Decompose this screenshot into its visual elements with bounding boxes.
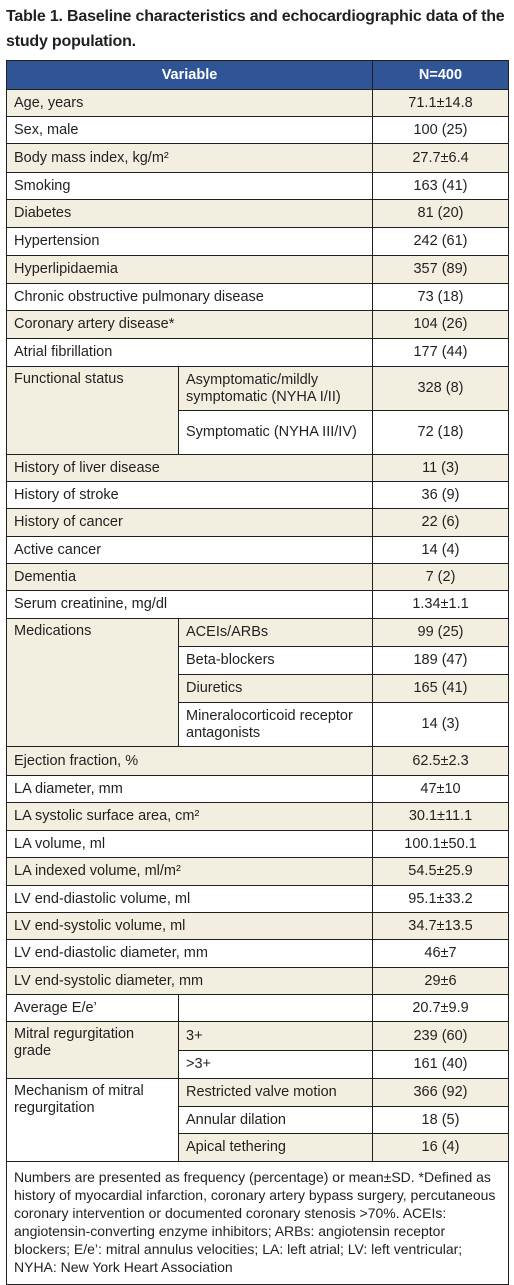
empty-cell	[179, 995, 373, 1022]
row-value: 163 (41)	[373, 173, 509, 200]
row-label: LV end-systolic diameter, mm	[7, 968, 373, 995]
row-value: 36 (9)	[373, 482, 509, 509]
row-value: 366 (92)	[373, 1079, 509, 1107]
sub-label: Mineralocorticoid receptor antagonists	[179, 703, 373, 747]
sub-label: Annular dilation	[179, 1107, 373, 1134]
row-label: LV end-diastolic diameter, mm	[7, 940, 373, 968]
row-label: Smoking	[7, 173, 373, 200]
row-value: 30.1±11.1	[373, 803, 509, 831]
row-label: History of liver disease	[7, 455, 373, 482]
row-value: 72 (18)	[373, 411, 509, 455]
row-label: Chronic obstructive pulmonary disease	[7, 284, 373, 311]
table-row	[7, 117, 509, 144]
sub-label: ACEIs/ARBs	[179, 619, 373, 647]
row-value: 16 (4)	[373, 1134, 509, 1162]
row-label: Average E/e’	[7, 995, 179, 1022]
row-value: 1.34±1.1	[373, 591, 509, 619]
row-value: 22 (6)	[373, 509, 509, 537]
row-label: LA volume, ml	[7, 831, 373, 858]
table-row	[7, 831, 509, 858]
sub-label: Beta-blockers	[179, 647, 373, 675]
row-value: 165 (41)	[373, 675, 509, 703]
row-label: Age, years	[7, 90, 373, 117]
row-value: 239 (60)	[373, 1022, 509, 1051]
sub-label: >3+	[179, 1051, 373, 1079]
table-row	[7, 619, 509, 647]
table-row	[7, 284, 509, 311]
row-value: 161 (40)	[373, 1051, 509, 1079]
row-value: 104 (26)	[373, 311, 509, 339]
table-row	[7, 913, 509, 940]
row-label: Diabetes	[7, 200, 373, 228]
table-row	[7, 509, 509, 537]
row-label: Body mass index, kg/m²	[7, 144, 373, 173]
sub-label: Apical tethering	[179, 1134, 373, 1162]
row-value: 47±10	[373, 776, 509, 803]
table-row	[7, 995, 509, 1022]
group-label-mr-mechanism: Mechanism of mitral regurgitation	[7, 1079, 179, 1162]
row-value: 328 (8)	[373, 367, 509, 411]
row-label: LA diameter, mm	[7, 776, 373, 803]
table-row	[7, 200, 509, 228]
row-label: Ejection fraction, %	[7, 747, 373, 776]
table-row	[7, 311, 509, 339]
table-row	[7, 940, 509, 968]
header-n: N=400	[373, 61, 509, 90]
row-label: Active cancer	[7, 537, 373, 564]
row-label: LA indexed volume, ml/m²	[7, 858, 373, 886]
sub-label: Restricted valve motion	[179, 1079, 373, 1107]
table-row	[7, 747, 509, 776]
table-row	[7, 455, 509, 482]
group-label-medications: Medications	[7, 619, 179, 747]
table-row	[7, 90, 509, 117]
row-label: Sex, male	[7, 117, 373, 144]
table-row	[7, 1022, 509, 1051]
sub-label: Diuretics	[179, 675, 373, 703]
table-row	[7, 564, 509, 591]
row-label: History of stroke	[7, 482, 373, 509]
header-variable: Variable	[7, 61, 373, 90]
table-row	[7, 803, 509, 831]
row-label: Coronary artery disease*	[7, 311, 373, 339]
table-row	[7, 144, 509, 173]
row-value: 62.5±2.3	[373, 747, 509, 776]
table-row	[7, 1079, 509, 1107]
row-label: LV end-diastolic volume, ml	[7, 886, 373, 913]
table-row	[7, 367, 509, 411]
row-value: 34.7±13.5	[373, 913, 509, 940]
footnote-row	[7, 1162, 509, 1285]
table-row	[7, 776, 509, 803]
row-label: Hypertension	[7, 228, 373, 256]
sub-label: Asymptomatic/mildly symptomatic (NYHA I/II)	[179, 367, 373, 411]
characteristics-table	[6, 60, 509, 1285]
row-label: LV end-systolic volume, ml	[7, 913, 373, 940]
row-label: Hyperlipidaemia	[7, 256, 373, 284]
row-value: 99 (25)	[373, 619, 509, 647]
group-label-functional-status: Functional status	[7, 367, 179, 455]
table-row	[7, 173, 509, 200]
row-label: Atrial fibrillation	[7, 339, 373, 367]
table-row	[7, 858, 509, 886]
row-value: 189 (47)	[373, 647, 509, 675]
row-value: 27.7±6.4	[373, 144, 509, 173]
table-row	[7, 256, 509, 284]
row-value: 11 (3)	[373, 455, 509, 482]
table-row	[7, 968, 509, 995]
row-value: 71.1±14.8	[373, 90, 509, 117]
row-value: 73 (18)	[373, 284, 509, 311]
row-value: 100.1±50.1	[373, 831, 509, 858]
row-value: 14 (4)	[373, 537, 509, 564]
table-row	[7, 886, 509, 913]
row-label: Serum creatinine, mg/dl	[7, 591, 373, 619]
row-value: 20.7±9.9	[373, 995, 509, 1022]
table-row	[7, 591, 509, 619]
sub-label: 3+	[179, 1022, 373, 1051]
table-row	[7, 339, 509, 367]
row-value: 18 (5)	[373, 1107, 509, 1134]
table-row	[7, 537, 509, 564]
row-value: 357 (89)	[373, 256, 509, 284]
table-footnote: Numbers are presented as frequency (percentage) or mean±SD. *Defined as history of myocardial infarction, coronary artery bypass surgery, percutaneous coronary intervention or documented coronary stenosis >70%. ACEIs: angiotensin-converting enzyme inhibitors; ARBs: angiotensin receptor blockers; E/e’: mitral annulus velocities; LA: left atrial; LV: left ventricular; NYHA: New York Heart Association	[7, 1162, 509, 1285]
table-row	[7, 482, 509, 509]
sub-label: Symptomatic (NYHA III/IV)	[179, 411, 373, 455]
table-row	[7, 228, 509, 256]
row-value: 242 (61)	[373, 228, 509, 256]
row-label: History of cancer	[7, 509, 373, 537]
group-label-mr-grade: Mitral regurgitation grade	[7, 1022, 179, 1079]
row-value: 46±7	[373, 940, 509, 968]
row-value: 95.1±33.2	[373, 886, 509, 913]
row-value: 177 (44)	[373, 339, 509, 367]
header-row	[7, 61, 509, 90]
row-value: 81 (20)	[373, 200, 509, 228]
table-caption: Table 1. Baseline characteristics and echocardiographic data of the study population.	[6, 8, 505, 50]
row-label: LA systolic surface area, cm²	[7, 803, 373, 831]
row-label: Dementia	[7, 564, 373, 591]
row-value: 29±6	[373, 968, 509, 995]
row-value: 14 (3)	[373, 703, 509, 747]
row-value: 100 (25)	[373, 117, 509, 144]
row-value: 54.5±25.9	[373, 858, 509, 886]
row-value: 7 (2)	[373, 564, 509, 591]
